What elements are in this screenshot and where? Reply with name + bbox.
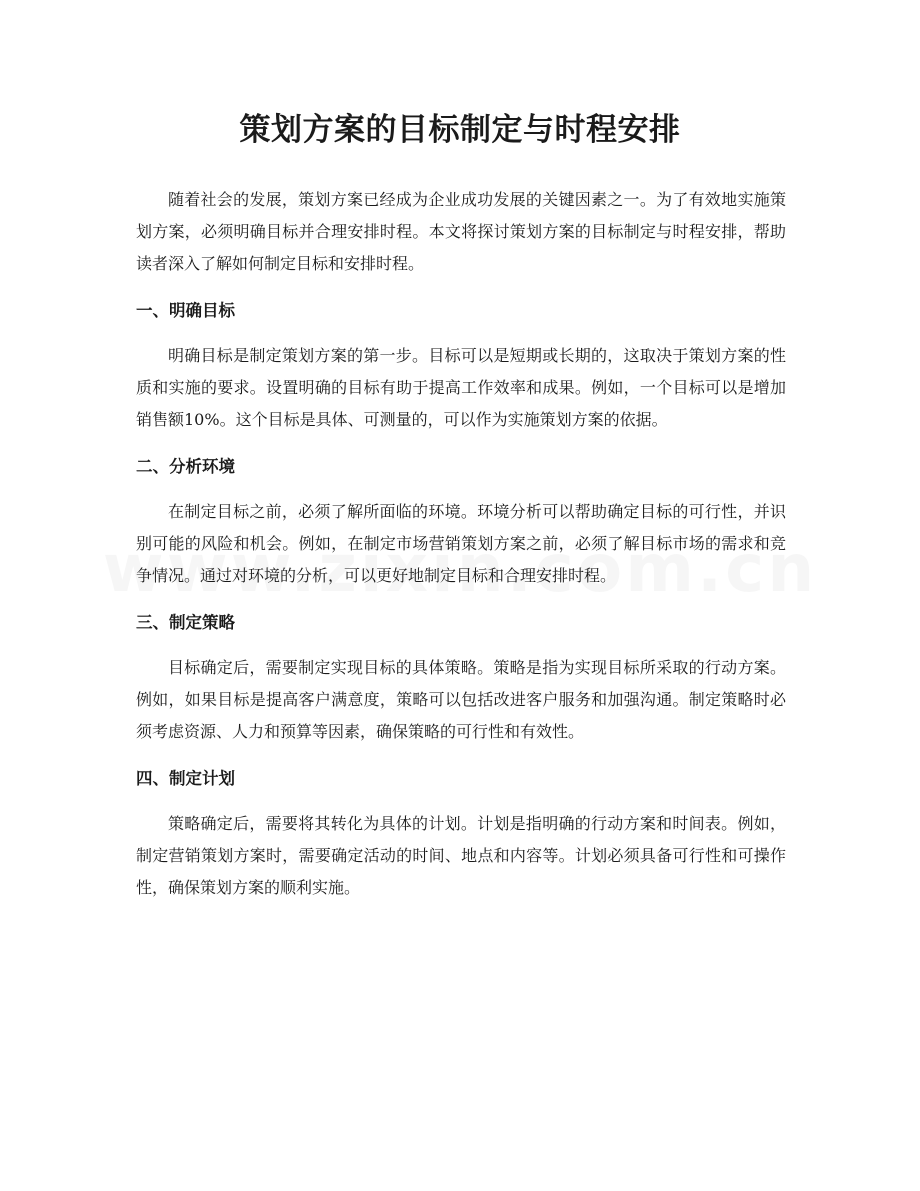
section-paragraph-4: 策略确定后，需要将其转化为具体的计划。计划是指明确的行动方案和时间表。例如，制定营销策划方案时，需要确定活动的时间、地点和内容等。计划必须具备可行性和可操作性，确保策划方案的顺利实施。 — [136, 814, 786, 897]
section-paragraph-1: 明确目标是制定策划方案的第一步。目标可以是短期或长期的，这取决于策划方案的性质和实施的要求。设置明确的目标有助于提高工作效率和成果。例如，一个目标可以是增加销售额10%。这个目标是具体、可测量的，可以作为实施策划方案的依据。 — [136, 346, 786, 429]
section-heading-1: 一、明确目标 — [136, 301, 235, 320]
intro-paragraph: 随着社会的发展，策划方案已经成为企业成功发展的关键因素之一。为了有效地实施策划方案，必须明确目标并合理安排时程。本文将探讨策划方案的目标制定与时程安排，帮助读者深入了解如何制定目标和安排时程。 — [136, 190, 786, 273]
section-heading-3: 三、制定策略 — [136, 613, 235, 632]
page-title: 策划方案的目标制定与时程安排 — [239, 112, 681, 148]
document-body — [136, 184, 786, 904]
section-heading-4: 四、制定计划 — [136, 769, 235, 788]
section-heading-2: 二、分析环境 — [136, 457, 235, 476]
section-paragraph-2: 在制定目标之前，必须了解所面临的环境。环境分析可以帮助确定目标的可行性，并识别可能的风险和机会。例如，在制定市场营销策划方案之前，必须了解目标市场的需求和竞争情况。通过对环境的分析，可以更好地制定目标和合理安排时程。 — [136, 502, 786, 585]
section-paragraph-3: 目标确定后，需要制定实现目标的具体策略。策略是指为实现目标所采取的行动方案。例如，如果目标是提高客户满意度，策略可以包括改进客户服务和加强沟通。制定策略时必须考虑资源、人力和预算等因素，确保策略的可行性和有效性。 — [136, 658, 786, 741]
